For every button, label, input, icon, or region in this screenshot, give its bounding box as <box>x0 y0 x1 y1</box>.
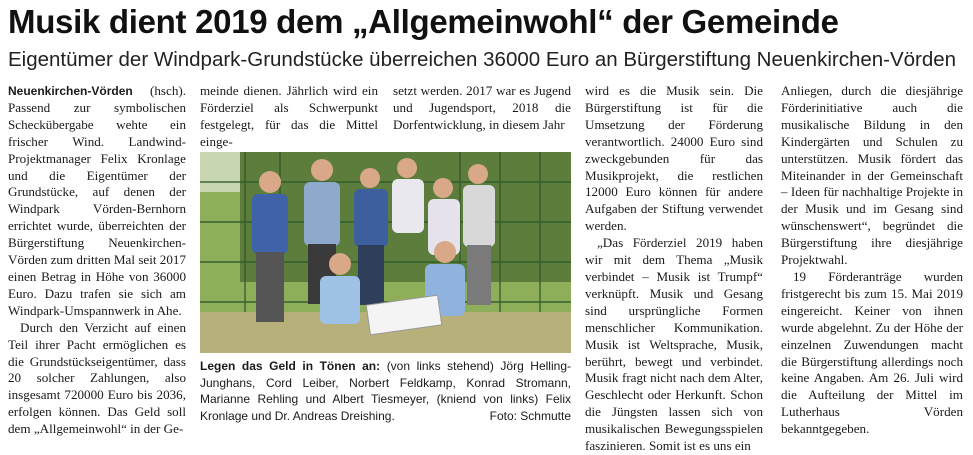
photo-caption <box>200 358 571 424</box>
article-paragraph: setzt werden. 2017 war es Jugend und Jugendsport, 2018 die Dorfentwicklung, in diesem Jahr <box>393 83 571 132</box>
caption-lead: Legen das Geld in Tönen an: <box>200 359 381 373</box>
dateline: Neuenkirchen-Vörden <box>8 84 133 98</box>
article-column-2 <box>200 83 378 151</box>
paragraph-text: Passend zur symbolischen Scheckübergabe wehte ein frischer Wind. Landwind-Projektmanager Felix Kronlage und die Eigentümer der Grundstücke, auf denen der Windpark Vörden-Bernhorn errichtet wurde, überreichten der Bürgerstiftung Neuenkirchen-Vörden zum dritten Mal seit 2017 einen Betrag in Höhe von 36000 Euro. Dazu trafen sie sich am Windpark-Umspannwerk in Ahe. <box>8 99 186 318</box>
article-paragraph: Anliegen, durch die diesjährige Förderinitiative auch die musikalische Bildung in den Kindergärten und Schulen zu unterstützen. Musik fördert das Miteinander in der Gemeinschaft – Ideen für nachhaltige Projekte in der Musik und im Gesang sind wünschenswert“, begründet die Bürgerstiftung ihre diesjährige Projektwahl. <box>781 83 963 268</box>
article-column-5 <box>781 83 963 438</box>
article-column-3 <box>393 83 571 134</box>
photo-credit: Foto: Schmutte <box>489 408 571 423</box>
headline: Musik dient 2019 dem „Allgemeinwohl“ der Gemeinde <box>8 3 839 40</box>
caption-text: (von links stehend) Jörg Helling-Junghans, Cord Leiber, Norbert Feldkamp, Konrad Stromann, Marianne Rehling und Albert Tiesmeyer, (kniend von links) Felix Kronlage und Dr. Andreas Dreishing. <box>200 359 571 423</box>
article-column-1 <box>8 83 186 438</box>
group-photo-illustration <box>200 152 571 353</box>
article-paragraph <box>8 83 186 320</box>
subheadline: Eigentümer der Windpark-Grundstücke überreichen 36000 Euro an Bürgerstiftung Neuenkirchen-Vörden <box>8 48 957 71</box>
article-paragraph: meinde dienen. Jährlich wird ein Förderziel als Schwerpunkt festgelegt, für das die Mittel einge- <box>200 83 378 149</box>
article-paragraph: „Das Förderziel 2019 haben wir mit dem Thema „Musik verbindet – Musik ist Trumpf“ verknüpft. Musik und Gesang sind ursprüngliche Formen menschlicher Kommunikation. Musik ist Weltsprache, Musik, berührt, bewegt und verbindet. Musik fragt nicht nach dem Alter, Geschlecht oder Herkunft. Schon die Jüngsten lassen sich von musikalischen Bewegungsspielen faszinieren. Somit ist es uns ein <box>585 235 763 454</box>
article-paragraph: Durch den Verzicht auf einen Teil ihrer Pacht ermöglichen es die Grundstückseigentümer, dass 20 solcher Zahlungen, also insgesamt 720000 Euro bis 2036, erfolgen können. Das Geld soll dem „Allgemeinwohl“ in der Ge- <box>8 319 186 437</box>
article-paragraph: wird es die Musik sein. Die Bürgerstiftung ist für die Umsetzung der Förderung verantwortlich. 24000 Euro sind zweckgebunden für das Musikprojekt, die restlichen 12000 Euro können für andere Aufgaben der Stiftung verwendet werden. <box>585 83 763 234</box>
article-column-4 <box>585 83 763 455</box>
article-photo <box>200 152 571 353</box>
source-tag: (hsch). <box>150 83 186 98</box>
article-paragraph: 19 Förderanträge wurden fristgerecht bis zum 15. Mai 2019 eingereicht. Keiner von ihnen wurde abgelehnt. Zu der Höhe der einzelnen Zuwendungen macht die Bürgerstiftung allerdings noch keine Angaben. Am 26. Juli wird die Aufteilung der Mittel im Lutherhaus Vörden bekanntgegeben. <box>781 268 963 437</box>
